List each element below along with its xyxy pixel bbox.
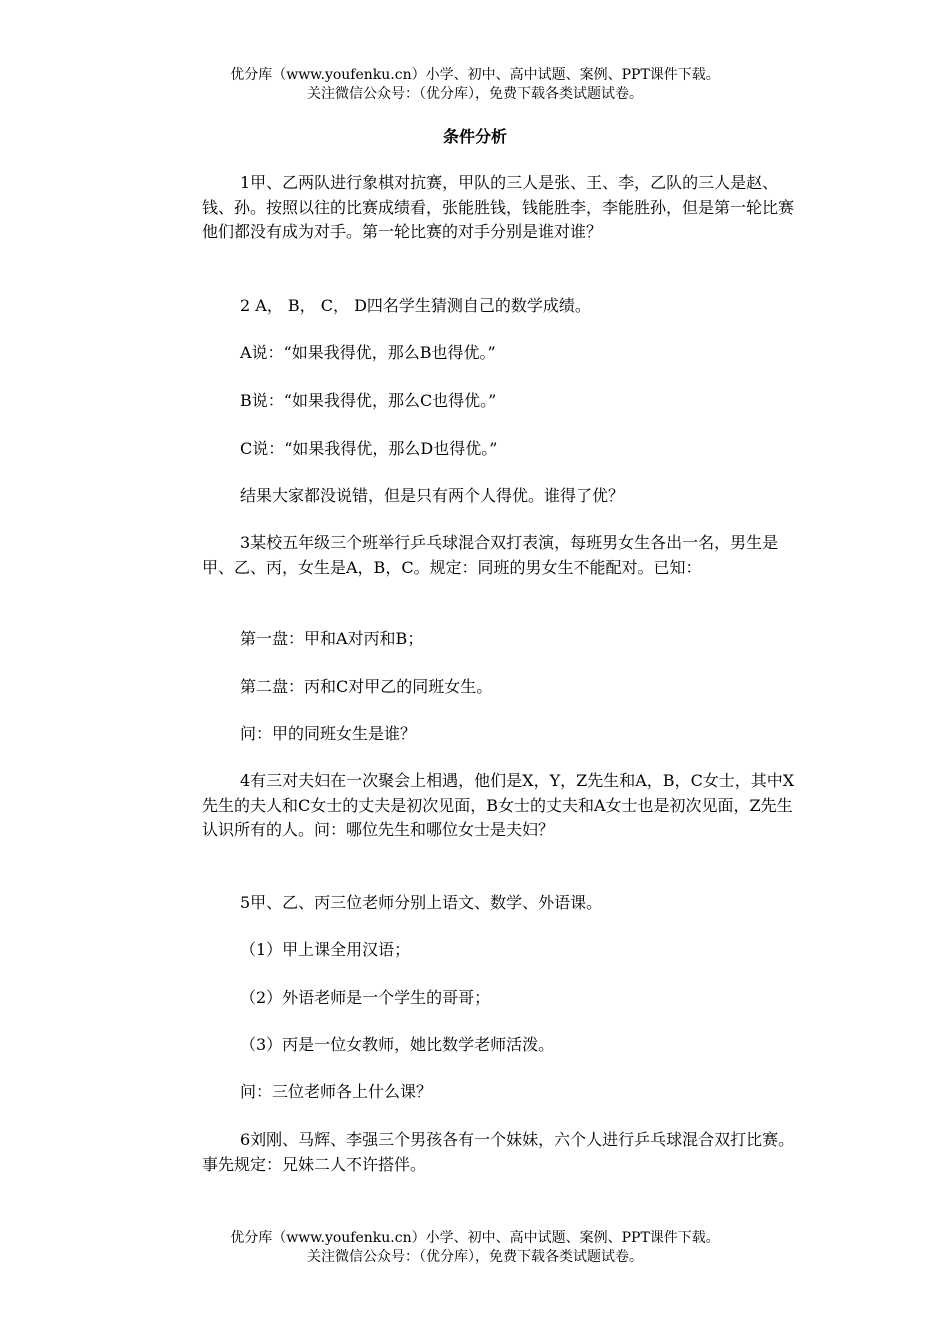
question-5-condition-1: （1）甲上课全用汉语； (240, 940, 411, 959)
question-2-ask: 结果大家都没说错，但是只有两个人得优。谁得了优？ (240, 486, 625, 505)
footer-line-2: 关注微信公众号：（优分库），免费下载各类试题试卷。 (307, 1249, 643, 1265)
question-3-game-1: 第一盘：甲和A对丙和B； (240, 629, 424, 648)
page-header (0, 66, 950, 104)
question-1: 1甲、乙两队进行象棋对抗赛，甲队的三人是张、王、李，乙队的三人是赵、钱、孙。按照以往的比赛成绩看，张能胜钱，钱能胜李，李能胜孙，但是第一轮比赛他们都没有成为对手。第一轮比赛的对手分别是谁对谁？ (202, 173, 795, 241)
question-3: 3某校五年级三个班举行乒乓球混合双打表演，每班男女生各出一名，男生是甲、乙、丙，女生是A，B，C。规定：同班的男女生不能配对。已知： (202, 533, 779, 577)
question-5-ask: 问：三位老师各上什么课？ (240, 1082, 433, 1101)
header-line-2: 关注微信公众号：（优分库），免费下载各类试题试卷。 (307, 86, 643, 102)
question-3-ask: 问：甲的同班女生是谁？ (240, 724, 417, 743)
question-2-intro: 2 A， B， C， D四名学生猜测自己的数学成绩。 (240, 296, 591, 315)
question-2-statement-a: A说：“如果我得优，那么B也得优。” (240, 343, 496, 362)
header-line-1: 优分库（www.youfenku.cn）小学、初中、高中试题、案例、PPT课件下载。 (230, 67, 720, 83)
question-3-game-2: 第二盘：丙和C对甲乙的同班女生。 (240, 677, 493, 696)
question-2-statement-c: C说：“如果我得优，那么D也得优。” (240, 439, 498, 458)
footer-line-1: 优分库（www.youfenku.cn）小学、初中、高中试题、案例、PPT课件下载。 (230, 1230, 720, 1246)
question-5-condition-2: （2）外语老师是一个学生的哥哥； (240, 988, 491, 1007)
question-5-condition-3: （3）丙是一位女教师，她比数学老师活泼。 (240, 1035, 555, 1054)
page-footer (0, 1229, 950, 1267)
question-2-statement-b: B说：“如果我得优，那么C也得优。” (240, 391, 497, 410)
question-4: 4有三对夫妇在一次聚会上相遇，他们是X，Y，Z先生和A，B，C女士，其中X先生的夫人和C女士的丈夫是初次见面，B女士的丈夫和A女士也是初次见面，Z先生认识所有的人。问：哪位先生和哪位女士是夫妇？ (202, 771, 795, 839)
question-5-intro: 5甲、乙、丙三位老师分别上语文、数学、外语课。 (240, 893, 603, 912)
question-6: 6刘刚、马辉、李强三个男孩各有一个妹妹，六个人进行乒乓球混合双打比赛。事先规定：兄妹二人不许搭伴。 (202, 1130, 795, 1174)
document-title: 条件分析 (442, 127, 507, 146)
